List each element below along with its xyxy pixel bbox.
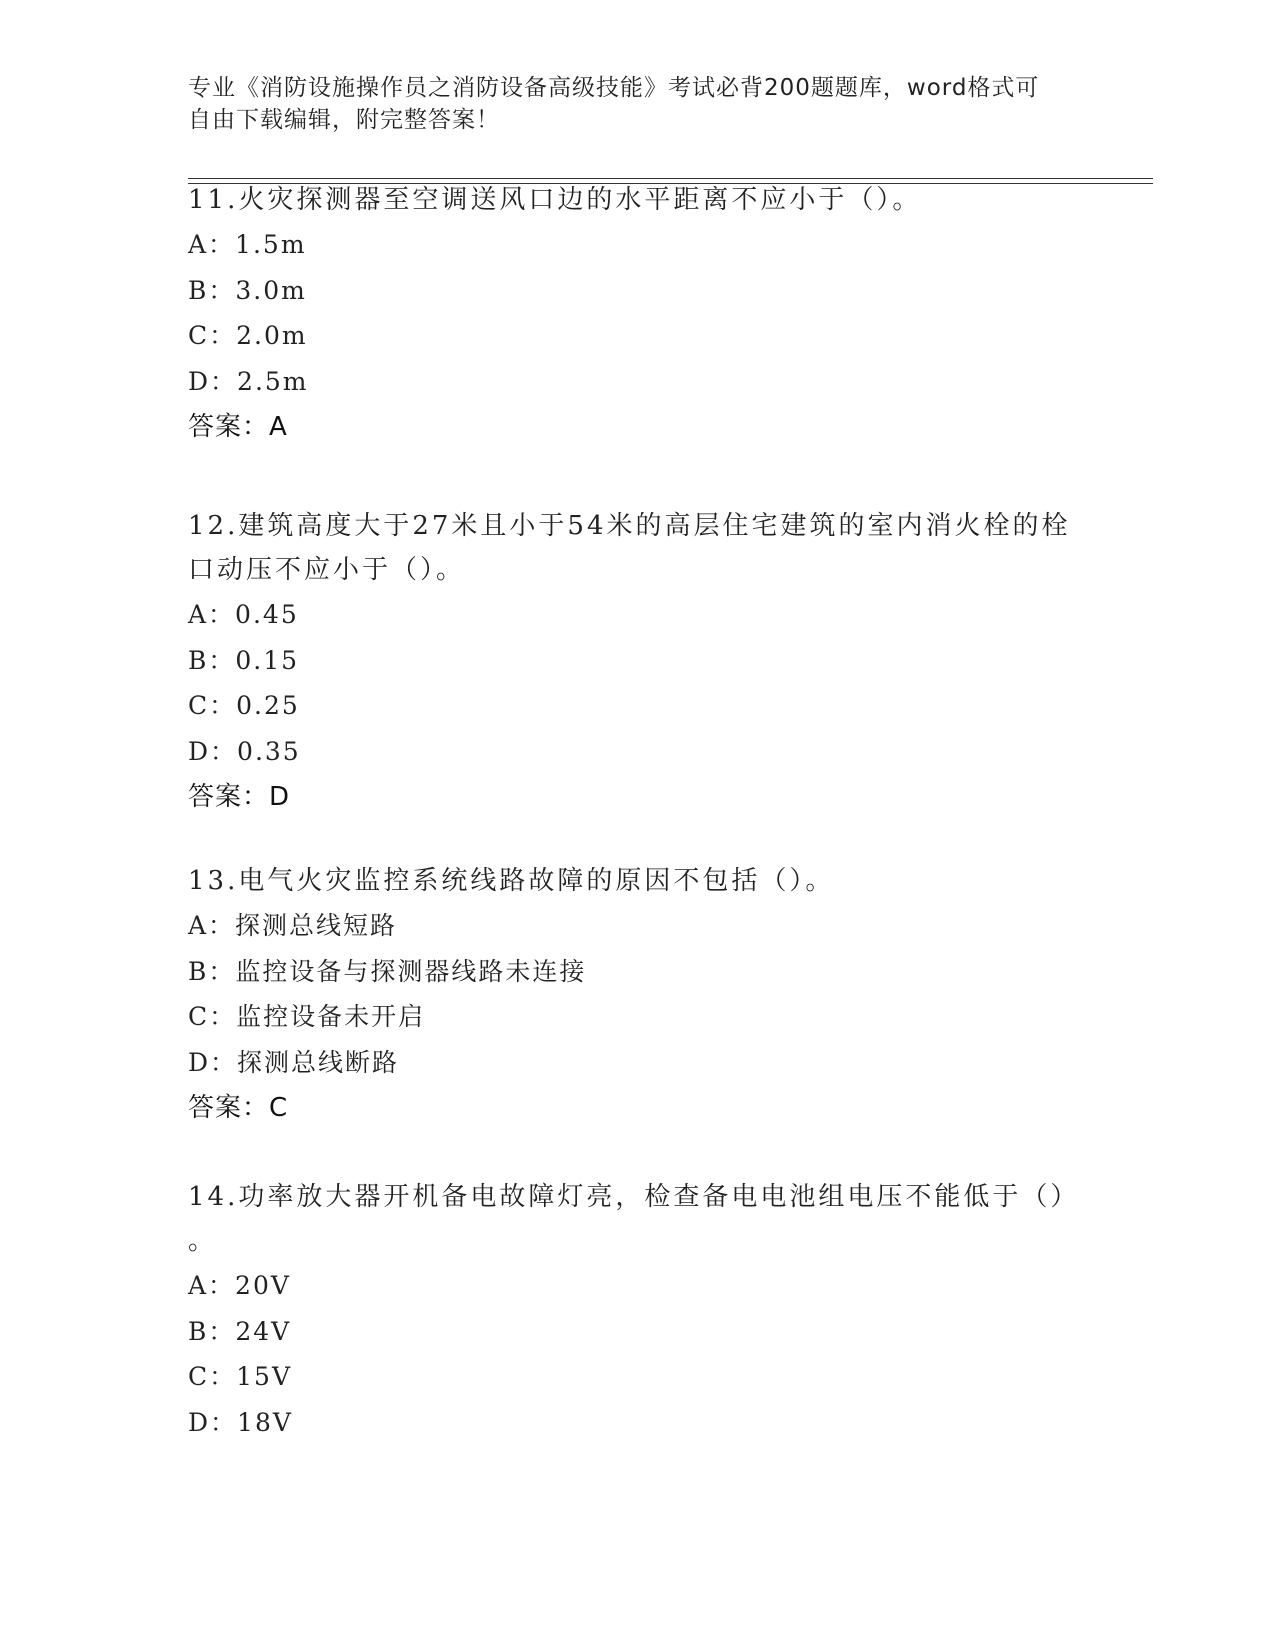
answer-label: 答案：A [188, 412, 288, 442]
question-stem-line-2: 。 [188, 1226, 218, 1256]
option-c: C：2.0m [188, 321, 308, 350]
option-c: C：15V [188, 1362, 292, 1391]
option-d: D：0.35 [188, 736, 301, 766]
option-b: B：监控设备与探测器线路未连接 [188, 956, 587, 986]
option-b: B：3.0m [188, 275, 307, 305]
header-line-1: 专业《消防设施操作员之消防设备高级技能》考试必背200题题库，word格式可 [188, 75, 1040, 101]
answer-label: 答案：C [188, 1093, 289, 1123]
document-header [188, 72, 1088, 136]
question-stem: 11.火灾探测器至空调送风口边的水平距离不应小于（）。 [188, 185, 922, 215]
answer-label: 答案：D [188, 782, 291, 812]
question-stem-line-1: 12.建筑高度大于27米且小于54米的高层住宅建筑的室内消火栓的栓 [188, 511, 1071, 541]
question-stem: 13.电气火灾监控系统线路故障的原因不包括（）。 [188, 866, 835, 896]
option-d: D：2.5m [188, 366, 309, 396]
option-c: C：0.25 [188, 691, 300, 720]
question-stem-line-2: 口动压不应小于（）。 [188, 555, 466, 585]
option-a: A：1.5m [188, 230, 307, 259]
option-d: D：18V [188, 1407, 293, 1437]
question-12 [188, 504, 1088, 820]
question-11 [188, 178, 1088, 450]
header-line-2: 自由下载编辑，附完整答案！ [188, 107, 500, 133]
option-b: B：0.15 [188, 645, 300, 675]
option-a: A：0.45 [188, 600, 299, 629]
option-d: D：探测总线断路 [188, 1047, 400, 1077]
option-a: A：探测总线短路 [188, 911, 398, 940]
option-a: A：20V [188, 1271, 291, 1300]
question-13 [188, 859, 1088, 1131]
question-stem-line-1: 14.功率放大器开机备电故障灯亮，检查备电电池组电压不能低于（） [188, 1182, 1080, 1212]
option-c: C：监控设备未开启 [188, 1002, 426, 1031]
question-14 [188, 1175, 1088, 1445]
option-b: B：24V [188, 1316, 292, 1346]
